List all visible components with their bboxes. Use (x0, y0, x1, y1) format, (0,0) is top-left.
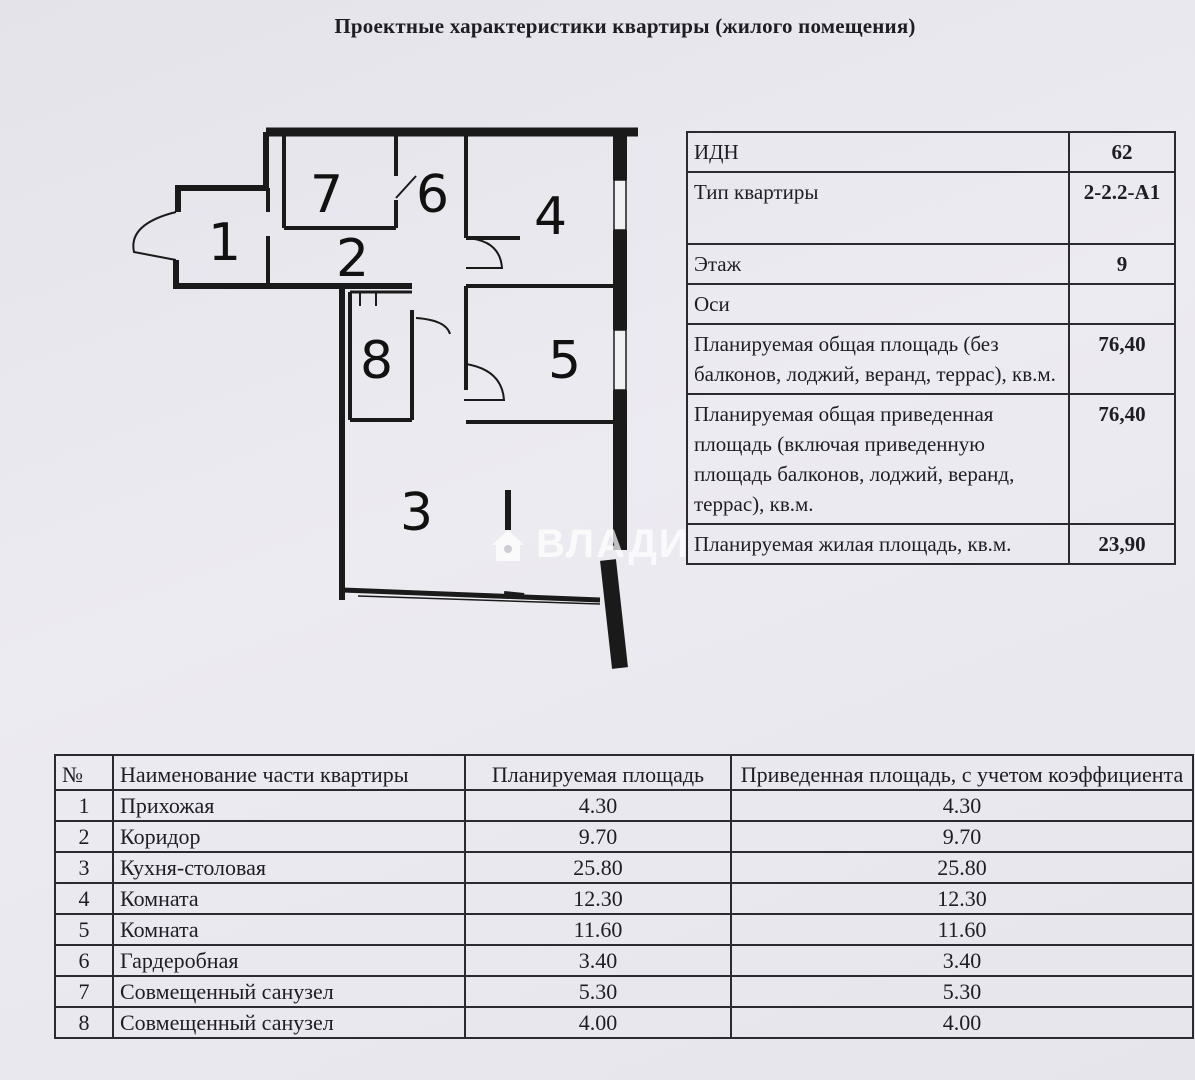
spec-value: 76,40 (1069, 394, 1175, 524)
row-name: Совмещенный санузел (113, 976, 465, 1007)
column-header-number: № (55, 755, 113, 790)
row-number: 2 (55, 821, 113, 852)
table-row (55, 945, 1193, 976)
spec-label: Планируемая общая приведенная площадь (включая приведенную площадь балконов, лоджий, веранд, террас), кв.м. (687, 394, 1069, 524)
room-2-label: 2 (336, 229, 370, 289)
row-reduced-area: 25.80 (731, 852, 1193, 883)
spec-label: Этаж (687, 244, 1069, 284)
spec-label: Планируемая общая площадь (без балконов, лоджий, веранд, террас), кв.м. (687, 324, 1069, 394)
row-reduced-area: 5.30 (731, 976, 1193, 1007)
spec-value: 76,40 (1069, 324, 1175, 394)
room-5-label: 5 (548, 331, 582, 391)
row-reduced-area: 12.30 (731, 883, 1193, 914)
row-reduced-area: 9.70 (731, 821, 1193, 852)
specs-row (687, 172, 1175, 244)
row-name: Совмещенный санузел (113, 1007, 465, 1038)
row-area: 4.30 (465, 790, 731, 821)
row-reduced-area: 11.60 (731, 914, 1193, 945)
spec-value: 9 (1069, 244, 1175, 284)
room-1-label: 1 (208, 213, 242, 273)
row-number: 1 (55, 790, 113, 821)
row-reduced-area: 4.00 (731, 1007, 1193, 1038)
table-row (55, 914, 1193, 945)
rooms-table (54, 754, 1194, 1039)
row-name: Прихожая (113, 790, 465, 821)
row-area: 25.80 (465, 852, 731, 883)
row-name: Коридор (113, 821, 465, 852)
spec-value: 23,90 (1069, 524, 1175, 564)
spec-value: 2-2.2-A1 (1069, 172, 1175, 244)
row-number: 3 (55, 852, 113, 883)
row-number: 5 (55, 914, 113, 945)
document-title: Проектные характеристики квартиры (жилого помещения) (334, 14, 916, 38)
row-area: 4.00 (465, 1007, 731, 1038)
floor-plan (120, 120, 640, 680)
table-row (55, 852, 1193, 883)
spec-label: Оси (687, 284, 1069, 324)
rooms-header-row (55, 755, 1193, 790)
column-header-name: Наименование части квартиры (113, 755, 465, 790)
column-header-planned-area: Планируемая площадь (465, 755, 731, 790)
table-row (55, 883, 1193, 914)
row-name: Комната (113, 914, 465, 945)
row-area: 11.60 (465, 914, 731, 945)
row-area: 5.30 (465, 976, 731, 1007)
watermark-text: ВЛАДИ (536, 522, 690, 566)
specs-row (687, 132, 1175, 172)
row-number: 7 (55, 976, 113, 1007)
table-row (55, 821, 1193, 852)
room-3-label: 3 (400, 483, 434, 543)
specs-row (687, 324, 1175, 394)
table-row (55, 790, 1193, 821)
row-name: Кухня-столовая (113, 852, 465, 883)
row-number: 8 (55, 1007, 113, 1038)
table-row (55, 1007, 1193, 1038)
room-8-label: 8 (360, 331, 394, 391)
row-number: 6 (55, 945, 113, 976)
room-7-label: 7 (310, 165, 344, 225)
spec-label: Тип квартиры (687, 172, 1069, 244)
watermark (488, 522, 690, 567)
specs-row (687, 284, 1175, 324)
column-header-reduced-area: Приведенная площадь, с учетом коэффициента (731, 755, 1193, 790)
spec-label: ИДН (687, 132, 1069, 172)
row-area: 3.40 (465, 945, 731, 976)
spec-value: 62 (1069, 132, 1175, 172)
room-4-label: 4 (534, 187, 568, 247)
row-number: 4 (55, 883, 113, 914)
row-area: 12.30 (465, 883, 731, 914)
specs-row (687, 394, 1175, 524)
house-logo-icon (488, 525, 528, 565)
specs-row (687, 244, 1175, 284)
room-6-label: 6 (416, 165, 450, 225)
specs-row (687, 524, 1175, 564)
row-reduced-area: 3.40 (731, 945, 1193, 976)
row-name: Комната (113, 883, 465, 914)
spec-label: Планируемая жилая площадь, кв.м. (687, 524, 1069, 564)
spec-value (1069, 284, 1175, 324)
table-row (55, 976, 1193, 1007)
row-area: 9.70 (465, 821, 731, 852)
apartment-specs-table (686, 131, 1176, 565)
row-reduced-area: 4.30 (731, 790, 1193, 821)
row-name: Гардеробная (113, 945, 465, 976)
